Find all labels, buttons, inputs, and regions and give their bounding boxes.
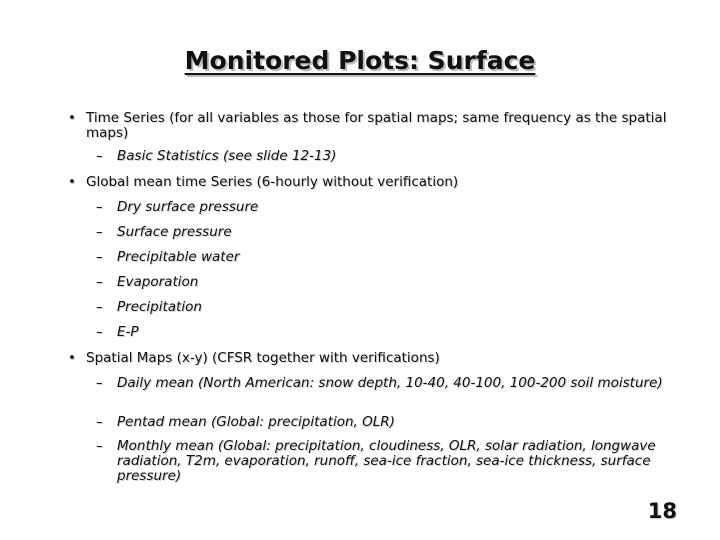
dash-icon: – (96, 299, 103, 315)
dash-icon: – (96, 148, 103, 164)
slide-title: Monitored Plots: Surface (184, 46, 536, 75)
sub-bullet-text: Pentad mean (Global: precipitation, OLR) (117, 414, 395, 430)
sub-bullet-text: Daily mean (North American: snow depth, 10-40, 40-100, 100-200 soil moisture) (117, 375, 663, 391)
sub-bullet-precipitable-water (96, 250, 707, 265)
dash-icon: – (96, 375, 103, 391)
sub-bullet-monthly-mean (96, 439, 707, 484)
bullet-icon: • (68, 350, 76, 366)
sub-bullet-text: Dry surface pressure (117, 199, 259, 215)
sub-bullet-text: Monthly mean (Global: precipitation, cloudiness, OLR, solar radiation, longwave radiation, T2m, evaporation, runoff, sea-ice fraction, sea-ice thickness, surface pressure) (117, 438, 656, 484)
sub-bullet-dry-surface-pressure (96, 200, 707, 215)
sub-bullet-text: Precipitable water (117, 249, 240, 265)
sub-bullet-text: Precipitation (117, 299, 202, 315)
sub-bullet-pentad-mean (96, 415, 707, 430)
sub-bullet-basic-statistics (96, 149, 707, 164)
bullet-time-series (68, 111, 696, 141)
dash-icon: – (96, 438, 103, 454)
sub-bullet-text: Basic Statistics (see slide 12-13) (117, 148, 337, 164)
sub-bullet-e-p (96, 325, 707, 340)
sub-bullet-precipitation (96, 300, 707, 315)
bullet-text: Time Series (for all variables as those for spatial maps; same frequency as the spatial maps) (86, 110, 667, 141)
bullet-icon: • (68, 174, 76, 190)
sub-bullet-daily-mean (96, 376, 707, 391)
sub-bullet-evaporation (96, 275, 707, 290)
sub-bullet-text: Surface pressure (117, 224, 232, 240)
bullet-spatial-maps (68, 351, 696, 366)
page-number: 18 (647, 499, 677, 523)
bullet-text: Spatial Maps (x-y) (CFSR together with verifications) (86, 350, 440, 366)
bullet-text: Global mean time Series (6-hourly without verification) (86, 174, 459, 190)
bullet-global-mean (68, 175, 696, 190)
dash-icon: – (96, 249, 103, 265)
dash-icon: – (96, 224, 103, 240)
bullet-icon: • (68, 110, 76, 126)
dash-icon: – (96, 199, 103, 215)
dash-icon: – (96, 324, 103, 340)
dash-icon: – (96, 274, 103, 290)
dash-icon: – (96, 414, 103, 430)
sub-bullet-text: E-P (117, 324, 139, 340)
sub-bullet-text: Evaporation (117, 274, 199, 290)
sub-bullet-surface-pressure (96, 225, 707, 240)
